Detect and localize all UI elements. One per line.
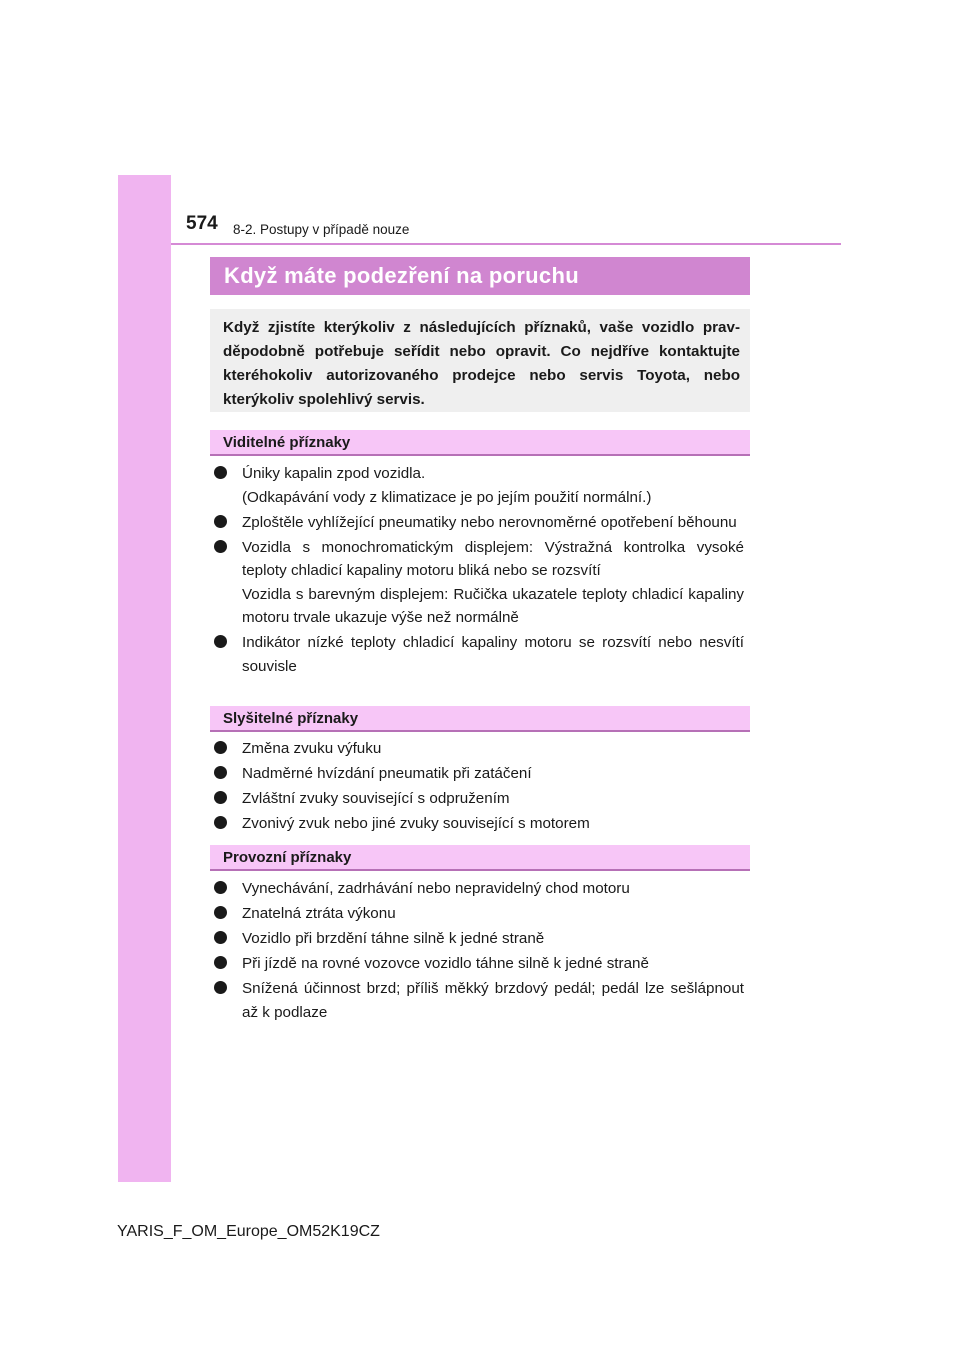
list-item bbox=[214, 536, 744, 630]
footer-document-id: YARIS_F_OM_Europe_OM52K19CZ bbox=[117, 1223, 380, 1240]
list-item-text: Vozidla s monochromatickým displejem: Výstražná kontrolka vysoké teploty chladicí kapaliny motoru bliká nebo se rozsvítí bbox=[242, 538, 744, 579]
page-number: 574 bbox=[186, 213, 218, 234]
list-item bbox=[214, 511, 744, 535]
bullet-icon bbox=[214, 816, 227, 829]
intro-box: Když zjistíte kterýkoliv z následujících příznaků, vaše vozidlo pravděpodobně potřebuje seřídit nebo opravit. Co nejdříve kontaktujte kteréhokoliv autorizovaného prodejce nebo servis Toyota, nebo kterýkoliv spolehlivý servis. bbox=[210, 309, 750, 412]
list-item-text: Zvonivý zvuk nebo jiné zvuky související s motorem bbox=[242, 815, 590, 832]
list-item bbox=[214, 977, 744, 1024]
list-item-text: Vozidla s barevným displejem: Ručička ukazatele teploty chladicí kapaliny motoru trvale ukazuje výše než normálně bbox=[242, 585, 744, 626]
header-divider bbox=[171, 243, 841, 245]
bullet-icon bbox=[214, 881, 227, 894]
list-item-text: Indikátor nízké teploty chladicí kapaliny motoru se rozsvítí nebo nesvítí souvisle bbox=[242, 634, 744, 675]
list-visible-symptoms bbox=[214, 462, 744, 680]
list-item bbox=[214, 877, 744, 901]
bullet-icon bbox=[214, 931, 227, 944]
list-item bbox=[214, 762, 744, 786]
bullet-icon bbox=[214, 906, 227, 919]
list-item bbox=[214, 631, 744, 678]
subhead-visible-symptoms: Viditelné příznaky bbox=[210, 430, 750, 456]
list-item bbox=[214, 787, 744, 811]
list-item-text: Úniky kapalin zpod vozidla. bbox=[242, 465, 426, 482]
list-item bbox=[214, 902, 744, 926]
list-item bbox=[214, 952, 744, 976]
list-item-text: Vynechávání, zadrhávání nebo nepravidelný chod motoru bbox=[242, 880, 630, 897]
list-item bbox=[214, 812, 744, 836]
list-item bbox=[214, 737, 744, 761]
bullet-icon bbox=[214, 515, 227, 528]
list-item-text: Při jízdě na rovné vozovce vozidlo táhne silně k jedné straně bbox=[242, 955, 649, 972]
bullet-icon bbox=[214, 791, 227, 804]
list-item-text: Znatelná ztráta výkonu bbox=[242, 905, 396, 922]
title-banner bbox=[210, 257, 750, 295]
list-item-text: Zploštěle vyhlížející pneumatiky nebo nerovnoměrné opotřebení běhounu bbox=[242, 513, 737, 531]
list-item-text: Změna zvuku výfuku bbox=[242, 740, 382, 757]
list-item-text: Snížená účinnost brzd; příliš měkký brzdový pedál; pedál lze sešlápnout až k podlaze bbox=[242, 980, 744, 1021]
list-item bbox=[214, 462, 744, 509]
list-audible-symptoms bbox=[214, 737, 744, 837]
section-label: 8-2. Postupy v případě nouze bbox=[233, 222, 410, 237]
bullet-icon bbox=[214, 635, 227, 648]
list-operational-symptoms bbox=[214, 877, 744, 1026]
list-item-text: Vozidlo při brzdění táhne silně k jedné straně bbox=[242, 930, 545, 947]
page-title: Když máte podezření na poruchu bbox=[224, 263, 579, 288]
bullet-icon bbox=[214, 766, 227, 779]
bullet-icon bbox=[214, 741, 227, 754]
list-item-text: (Odkapávání vody z klimatizace je po jejím použití normální.) bbox=[242, 488, 652, 506]
bullet-icon bbox=[214, 466, 227, 479]
bullet-icon bbox=[214, 981, 227, 994]
list-item bbox=[214, 927, 744, 951]
bullet-icon bbox=[214, 956, 227, 969]
subhead-audible-symptoms: Slyšitelné příznaky bbox=[210, 706, 750, 732]
list-item-text: Nadměrné hvízdání pneumatik při zatáčení bbox=[242, 765, 532, 782]
chapter-tab-sidebar bbox=[118, 175, 171, 1182]
subhead-operational-symptoms: Provozní příznaky bbox=[210, 845, 750, 871]
bullet-icon bbox=[214, 540, 227, 553]
list-item-text: Zvláštní zvuky související s odpružením bbox=[242, 790, 510, 807]
